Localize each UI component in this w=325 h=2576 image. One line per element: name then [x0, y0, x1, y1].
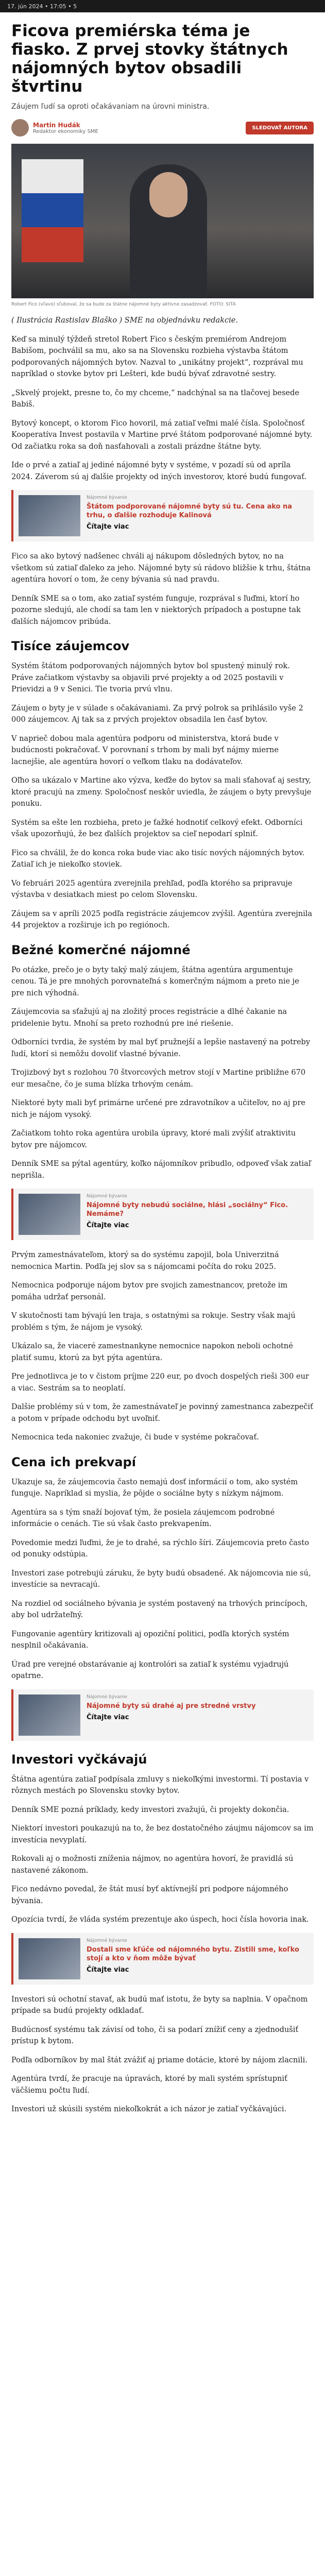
- related-thumbnail[interactable]: [19, 1194, 80, 1235]
- paragraph: Agentúra sa s tým snaží bojovať tým, že posiela záujemcom podrobné informácie o cenách. Tie sú však často prekvapením.: [11, 1508, 275, 1528]
- paragraph: Po otázke, prečo je o byty taký malý záujem, štátna agentúra argumentuje cenou. Tá je pre mnohých porovnateľná s komerčným nájmom a preto nie je pre nich výhodná.: [11, 965, 299, 997]
- article-perex: Záujem ľudí sa oproti očakávaniam na úrovni ministra.: [11, 103, 210, 111]
- paragraph: Úrad pre verejné obstarávanie aj kontrolóri sa zatiaľ k systému vyjadrujú opatrne.: [11, 1660, 289, 1680]
- read-more-link[interactable]: Čítajte viac: [87, 1965, 129, 1974]
- paragraph: Denník SME pozná príklady, kedy investori zvažujú, či projekty dokončia.: [11, 1805, 289, 1814]
- article-date: 17. jún 2024 • 17:05 • 5: [7, 3, 77, 10]
- related-title[interactable]: Nájomné byty sú drahé aj pre stredné vrstvy: [87, 1702, 256, 1710]
- related-article[interactable]: [11, 1933, 314, 1985]
- section-heading: Investori vyčkávajú: [11, 1752, 147, 1767]
- related-article[interactable]: [11, 1189, 314, 1240]
- paragraph: Trojizbový byt s rozlohou 70 štvorcových metrov stojí v Martine približne 670 eur mesačne, čo je suma blízka trhovým cenám.: [11, 1069, 306, 1089]
- paragraph: Systém štátom podporovaných nájomných bytov bol spustený minulý rok. Práve začiatkom výstavby sa objavili prvé projekty a od 2025 postavili v Prievidzi a 9 v Senici. Tie tvoria prvú vlnu.: [11, 662, 290, 693]
- paragraph: Fico sa chválil, že do konca roka bude viac ako tisíc nových nájomných bytov. Zatiaľ ich je niekoľko stoviek.: [11, 849, 305, 869]
- related-meta: Nájomné bývanie: [87, 1194, 127, 1199]
- paragraph: Denník SME sa o tom, ako zatiaľ systém funguje, rozprával s ľuďmi, ktorí ho pozorne sledujú, ale chodí sa tam len v niektorých prípadoch a postupne tak ďalších nájomcov pribúda.: [11, 594, 301, 626]
- paragraph: Investori sú ochotní stavať, ak budú mať istotu, že byty sa naplnia. V opačnom prípade sa budú projekty odkladať.: [11, 1995, 308, 2015]
- paragraph: Prvým zamestnávateľom, ktorý sa do systému zapojil, bola Univerzitná nemocnica Martin. Podľa jej slov sa s nájomcami počíta do roku 2025.: [11, 1251, 279, 1271]
- author-role: Redaktor ekonomiky SME: [33, 128, 98, 134]
- related-thumbnail[interactable]: [19, 1938, 80, 1979]
- paragraph: Dalšie problémy sú v tom, že zamestnávateľ je povinný zamestnanca zabezpečiť a potom v prípade odchodu byt uvoľniť.: [11, 1403, 313, 1423]
- paragraph: Záujem o byty je v súlade s očakávaniami. Za prvý polrok sa prihlásilo vyše 2 000 záujemcov. Aj tak sa z prvých projektov obsadila len časť bytov.: [11, 704, 303, 724]
- section-heading: Bežné komerčné nájomné: [11, 942, 191, 957]
- article-title: Ficova premiérska téma je fiasko. Z prvej stovky štátnych nájomných bytov obsadili štvrtinu: [11, 22, 288, 96]
- article: [0, 12, 325, 2123]
- paragraph: Ukázalo sa, že viaceré zamestnankyne nemocnice napokon neboli ochotné platiť sumu, ktorú za byt pýta agentúra.: [11, 1342, 293, 1362]
- paragraph: Investori už skúsili systém niekoľkokrát a ich názor je zatiaľ vyčkávajúci.: [11, 2105, 287, 2113]
- author-name[interactable]: Martin Hudák: [33, 121, 80, 129]
- paragraph: Rokovali aj o možnosti zníženia nájmov, no agentúra hovorí, že pravidlá sú nastavené zákonom.: [11, 1855, 294, 1875]
- author-bar: [11, 119, 314, 137]
- paragraph: Niektoré byty mali byť primárne určené pre zdravotníkov a učiteľov, no aj pre nich je nájom vysoký.: [11, 1099, 305, 1119]
- author[interactable]: [11, 119, 98, 137]
- top-bar: [0, 0, 325, 12]
- related-thumbnail[interactable]: [19, 495, 80, 536]
- read-more-link[interactable]: Čítajte viac: [87, 523, 129, 531]
- hero-image: [11, 144, 314, 298]
- related-text: [87, 495, 309, 536]
- paragraph: Začiatkom tohto roka agentúra urobila úpravy, ktoré mali zvýšiť atraktivitu bytov pre nájomcov.: [11, 1129, 296, 1149]
- paragraph: „Skvelý projekt, presne to, čo my chceme,“ nadchýnal sa na tlačovej besede Babiš.: [11, 388, 299, 409]
- section-heading: Cena ich prekvapí: [11, 1454, 136, 1469]
- paragraph: Niektorí investori poukazujú na to, že bez dostatočného záujmu nájomcov sa im investícia nevyplatí.: [11, 1824, 314, 1844]
- related-text: [87, 1694, 255, 1736]
- paragraph: Fungovanie agentúry kritizovali aj opoziční politici, podľa ktorých systém nesplnil očakávania.: [11, 1630, 289, 1650]
- paragraph: Nemocnica podporuje nájom bytov pre svojich zamestnancov, pretože im pomáha udržať personál.: [11, 1281, 288, 1301]
- related-text: [87, 1194, 309, 1235]
- lead-note: ( Ilustrácia Rastislav Blaško ) SME na objednávku redakcie.: [11, 316, 238, 325]
- paragraph: Záujem sa v apríli 2025 podľa registrácie záujemcov zvýšil. Agentúra zverejnila 44 projektov a rozširuje ich po regiónoch.: [11, 909, 313, 929]
- paragraph: Záujemcovia sa sťažujú aj na zložitý proces registrácie a dlhé čakanie na pridelenie bytu. Mnohí sa preto rozhodnú pre iné riešenie.: [11, 1008, 287, 1028]
- related-article[interactable]: [11, 1689, 314, 1741]
- related-article[interactable]: [11, 490, 314, 541]
- paragraph: Vo februári 2025 agentúra zverejnila prehľad, podľa ktorého sa pripravuje výstavba v desiatkach miest po celom Slovensku.: [11, 879, 293, 899]
- paragraph: Opozícia tvrdí, že vláda systém prezentuje ako úspech, hoci čísla hovoria inak.: [11, 1916, 309, 1924]
- related-title[interactable]: Nájomné byty nebudú sociálne, hlási „sociálny“ Fico. Nemáme?: [87, 1201, 288, 1218]
- paragraph: Povedomie medzi ľuďmi, že je to drahé, sa rýchlo šíri. Záujemcovia preto často od ponuky odstúpia.: [11, 1538, 309, 1558]
- paragraph: Oľho sa ukázalo v Martine ako výzva, keďže do bytov sa mali sťahovať aj sestry, ktoré pracujú na zmeny. Spoločnosť neskôr uviedla, že záujem o byty prevyšuje ponuku.: [11, 776, 312, 808]
- related-meta: Nájomné bývanie: [87, 1694, 127, 1700]
- related-meta: Nájomné bývanie: [87, 495, 127, 500]
- paragraph: Pre jednotlivca je to v čistom príjme 220 eur, po dvoch dospelých rieši 300 eur a viac. Sestrám sa to neoplatí.: [11, 1372, 309, 1393]
- related-title[interactable]: Štátom podporované nájomné byty sú tu. Cena ako na trhu, o ďalšie rozhoduje Kalinová: [87, 503, 293, 519]
- related-meta: Nájomné bývanie: [87, 1938, 127, 1943]
- paragraph: Odborníci tvrdia, že systém by mal byť pružnejší a lepšie nastavený na potreby ľudí, ktorí si nemôžu dovoliť vlastné bývanie.: [11, 1038, 311, 1058]
- paragraph: V naprieč dobou mala agentúra podporu od ministerstva, ktorá bude v budúcnosti pokračovať. V porovnaní s trhom by mali byť nájmy mierne lacnejšie, ale agentúra hovorí o veľkom tlaku na dodávateľov.: [11, 734, 279, 766]
- paragraph: Bytový koncept, o ktorom Fico hovoril, má zatiaľ veľmi malé čísla. Spoločnosť Kooperatíva Invest postavila v Martine prvé štátom podporované nájomné byty. Od začiatku roka sa doň nasťahovali a zostali prázdne štátne byty.: [11, 419, 313, 451]
- face-image: [149, 172, 187, 217]
- flag-image: [22, 159, 83, 262]
- related-title[interactable]: Dostali sme kľúče od nájomného bytu. Zistili sme, koľko stojí a kto v ňom môže bývať: [87, 1945, 299, 1962]
- paragraph: V skutočnosti tam bývajú len traja, s ostatnými sa rokuje. Sestry však majú problém s tým, že nájom je vysoký.: [11, 1312, 296, 1332]
- paragraph: Štátna agentúra zatiaľ podpísala zmluvy s niekoľkými investormi. Tí postavia v rôznych mestách po Slovensku stovky bytov.: [11, 1775, 309, 1795]
- paragraph: Podľa odborníkov by mal štát zvážiť aj priame dotácie, ktoré by nájom zlacnili.: [11, 2056, 307, 2064]
- related-thumbnail[interactable]: [19, 1694, 80, 1736]
- paragraph: Fico nedávno povedal, že štát musí byť aktívnejší pri podpore nájomného bývania.: [11, 1885, 288, 1905]
- paragraph: Systém sa ešte len rozbieha, preto je ťažké hodnotiť celkový efekt. Odborníci však upozorňujú, že bez ďalších projektov sa cieľ nepodarí splniť.: [11, 818, 303, 838]
- follow-author-button[interactable]: SLEDOVAŤ AUTORA: [246, 122, 314, 134]
- read-more-link[interactable]: Čítajte viac: [87, 1222, 129, 1229]
- section-heading: Tisíce záujemcov: [11, 639, 130, 653]
- paragraph: Investori zase potrebujú záruku, že byty budú obsadené. Ak nájomcovia nie sú, investície sa nevracajú.: [11, 1569, 311, 1589]
- paragraph: Fico sa ako bytový nadšenec chváli aj nákupom dôsledných bytov, no na všetkom sú zatiaľ ďaleko za jeho. Nájomné byty sú rádovo bližšie k trhu, štátna agentúra hovorí o tom, že ceny bývania sú nad pravdu.: [11, 552, 311, 584]
- hero-caption: Robert Fico (vľavo) sľuboval, že sa bude za štátne nájomné byty aktívne zasadzovať. FOTO: SITA: [11, 302, 236, 307]
- avatar[interactable]: [11, 119, 29, 137]
- paragraph: Na rozdiel od sociálneho bývania je systém postavený na trhových princípoch, aby bol udržateľný.: [11, 1599, 308, 1619]
- paragraph: Keď sa minulý týždeň stretol Robert Fico s českým premiérom Andrejom Babišom, pochválil sa mu, ako sa na Slovensku rozbieha výstavba štátom podporovaných nájomných bytov. Nazval to „unikátny projekt“, rozprával mu napríklad o stovke bytov pri Lešteri, kde budú bývať zdravotné sestry.: [11, 335, 303, 378]
- paragraph: Agentúra tvrdí, že pracuje na úpravách, ktoré by mali systém sprístupniť väčšiemu počtu ľudí.: [11, 2075, 287, 2095]
- paragraph: Denník SME sa pýtal agentúry, koľko nájomníkov pribudlo, odpoveď však zatiaľ neprišla.: [11, 1160, 311, 1180]
- related-text: [87, 1938, 309, 1979]
- read-more-link[interactable]: Čítajte viac: [87, 1713, 129, 1721]
- article-body: [11, 334, 314, 2115]
- paragraph: Nemocnica teda nakoniec zvažuje, či bude v systéme pokračovať.: [11, 1433, 259, 1442]
- paragraph: Ide o prvé a zatiaľ aj jediné nájomné byty v systéme, v pozadí sú od apríla 2024. Záverom sú aj ďalšie projekty od iných investorov, ktoré budú fungovať.: [11, 461, 307, 481]
- paragraph: Ukazuje sa, že záujemcovia často nemajú dosť informácií o tom, ako systém funguje. Napríklad si myslia, že pôjde o sociálne byty s nízkym nájmom.: [11, 1478, 298, 1498]
- paragraph: Budúcnosť systému tak závisí od toho, či sa podarí znížiť ceny a zjednodušiť prístup k bytom.: [11, 2025, 299, 2045]
